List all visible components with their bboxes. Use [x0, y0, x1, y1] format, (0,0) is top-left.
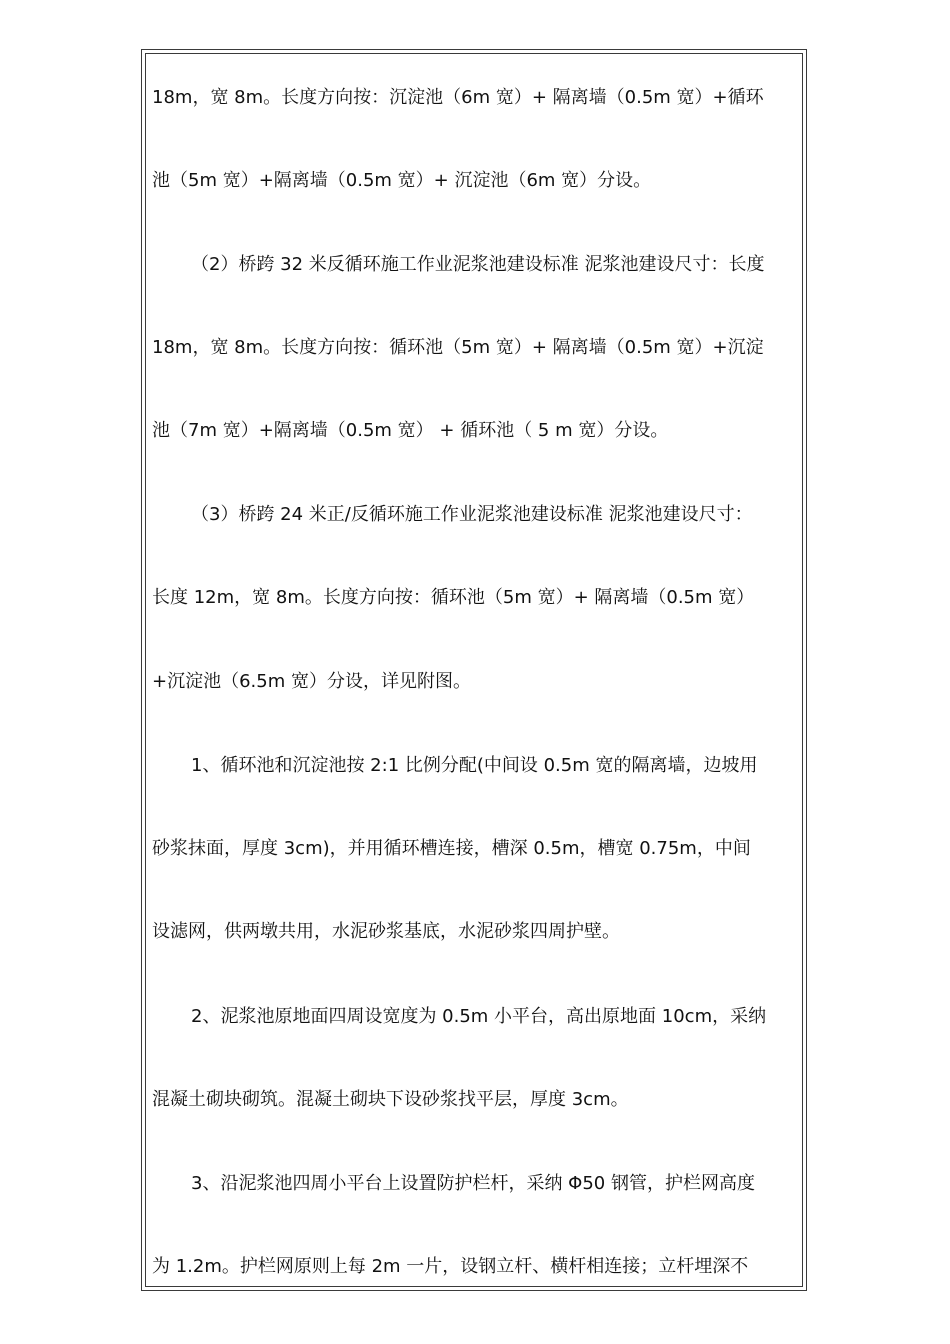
text-line-1: 18m，宽 8m。长度方向按：沉淀池（6m 宽）+ 隔离墙（0.5m 宽）+循环 — [152, 87, 764, 108]
text-line-15: 为 1.2m。护栏网原则上每 2m 一片，设钢立杆、横杆相连接；立杆埋深不 — [152, 1256, 749, 1277]
text-line-5: 池（7m 宽）+隔离墙（0.5m 宽） + 循环池（ 5 m 宽）分设。 — [152, 420, 669, 441]
text-line-11: 设滤网，供两墩共用，水泥砂浆基底，水泥砂浆四周护壁。 — [152, 921, 620, 942]
text-line-14: 3、沿泥浆池四周小平台上设置防护栏杆，采纳 Φ50 钢管，护栏网高度 — [191, 1173, 755, 1194]
text-line-10: 砂浆抹面，厚度 3cm)，并用循环槽连接，槽深 0.5m，槽宽 0.75m，中间 — [152, 838, 751, 859]
text-line-8: +沉淀池（6.5m 宽）分设，详见附图。 — [152, 671, 471, 692]
text-line-2: 池（5m 宽）+隔离墙（0.5m 宽）+ 沉淀池（6m 宽）分设。 — [152, 170, 652, 191]
text-line-12: 2、泥浆池原地面四周设宽度为 0.5m 小平台，高出原地面 10cm，采纳 — [191, 1006, 767, 1027]
text-line-4: 18m，宽 8m。长度方向按：循环池（5m 宽）+ 隔离墙（0.5m 宽）+沉淀 — [152, 337, 764, 358]
text-line-9: 1、循环池和沉淀池按 2:1 比例分配(中间设 0.5m 宽的隔离墙，边坡用 — [191, 755, 758, 776]
text-line-7: 长度 12m，宽 8m。长度方向按：循环池（5m 宽）+ 隔离墙（0.5m 宽） — [152, 587, 755, 608]
text-line-3: （2）桥跨 32 米反循环施工作业泥浆池建设标准 泥浆池建设尺寸：长度 — [191, 254, 765, 275]
text-line-6: （3）桥跨 24 米正/反循环施工作业泥浆池建设标准 泥浆池建设尺寸： — [191, 504, 753, 525]
text-line-13: 混凝土砌块砌筑。混凝土砌块下设砂浆找平层，厚度 3cm。 — [152, 1089, 629, 1110]
